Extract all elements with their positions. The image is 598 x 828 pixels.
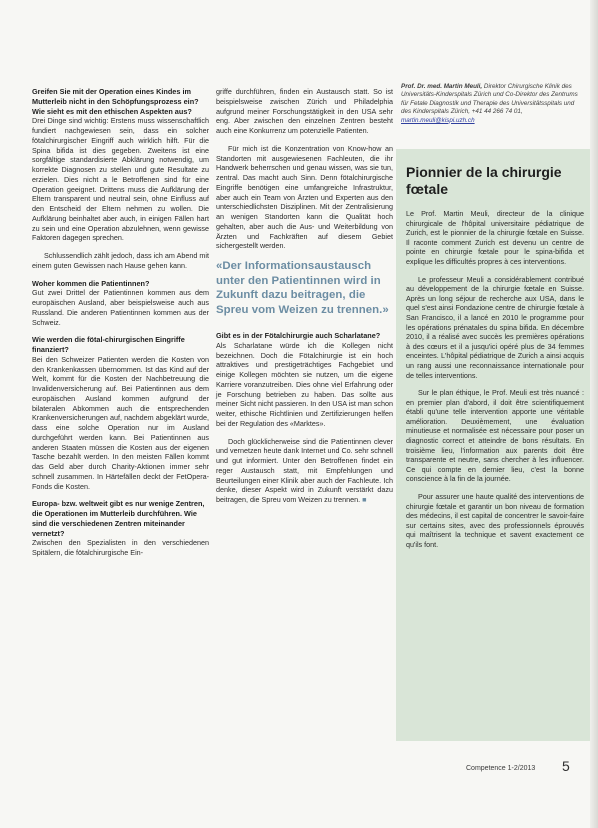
question-heading: Gibt es in der Fötalchirurgie auch Scharlatane? [216,331,381,340]
author-details: Direktor Chirurgische Klinik des Universitäts-Kinderspitals Zürich und Co-Direktor des Zentrums für Fetale Diagnostik und Therapie des Universitätsspitals und des Kinderspitals Zürich, +41 44 266 74 01, [401,83,578,116]
author-name: Prof. Dr. med. Martin Meuli, [401,83,483,90]
french-summary-content [406,164,584,558]
summary-paragraph: Le professeur Meuli a considérablement contribué au développement de la chirurgie fœtale en Suisse. Après un long séjour de recherche aux USA, dans le quel s'est ainsi Fondazione centre de chirurgie fœtale à San Francisco, il a lancé en 2010 le programme pour les opérations prénatales du spina bifida. En décembre 2010, il a réalisé avec succès les premières opérations à des cœurs et il a jusqu'ici opéré plus de 34 femmes enceintes. L'hôpital pédiatrique de Zurich a ainsi acquis un rang aussi une reconnaissance internationale pour de telles interventions. [406,274,584,380]
answer-paragraph: Als Scharlatane würde ich die Kollegen nicht bezeichnen. Doch die Fötalchirurgie ist ein hoch attraktives und prestigeträchtiges Fachgebiet und einige Kollegen möchten sie nutzen, um die eigene Karriere voranzutreiben. Dies ohne viel Erfahrung oder je Forschung betrieben zu haben. Das sollte aus meiner Sicht nicht passieren. In den USA ist man schon weiter, ethische Richtlinien und Zertifizierungen helfen bei der Regulation des «Marktes». [216,340,393,428]
interview-column-1 [32,87,209,566]
page-number: 5 [562,758,570,774]
end-square-icon: ■ [362,495,367,504]
answer-paragraph: Zwischen den Spezialisten in den verschiedenen Spitälern, die fötalchirurgische Ein- [32,538,209,557]
scan-edge-shadow [590,0,598,828]
question-heading: Europa- bzw. weltweit gibt es nur wenige Zentren, die Operationen im Mutterleib durchführen. Wie sind die verschiedenen Zentren miteinander vernetzt? [32,499,205,538]
answer-paragraph [216,437,393,505]
answer-text: Doch glücklicherweise sind die Patientinnen clever und vernetzen heute dank Internet und Co. sehr schnell und gut informiert. Unter den Betroffenen findet ein reger Austausch statt, mit Empfehlungen und Beurteilungen einer Klinik aber auch der Fachleute. Ich denke, dieser Aspekt wird in Zukunft verstärkt dazu beitragen, die Spreu vom Weizen zu trennen. [216,436,394,504]
answer-paragraph: Gut zwei Drittel der Patientinnen kommen aus dem europäischen Ausland, aber beispielsweise auch aus Russland. Die anderen Patientinnen kommen aus der Schweiz. [32,288,209,327]
question-heading: Woher kommen die Patientinnen? [32,278,150,288]
author-info [401,83,581,125]
answer-paragraph: Bei den Schweizer Patienten werden die Kosten von den Krankenkassen übernommen. Ist das Kind auf der Welt, kommt für die Kosten der Nachbetreuung die Invalidenversicherung auf. Bei Patientinnen aus dem europäischen Ausland kommen aufgrund der bilateralen Abkommen auch die entsprechenden Krankenversicherungen auf, nachdem abgeklärt wurde, dass eine solche Operation nur im Ausland durchgeführt werden kann. Bei Patientinnen aus anderen Staaten müssen die Kosten aus der eigenen Tasche bezahlt werden. In den meisten Fällen kommt das Geld aber durch Charity-Aktionen immer sehr schnell zusammen. In Härtefällen deckt der FetOpera-Fonds die Kosten. [32,354,209,491]
interview-column-2 [216,87,393,513]
summary-paragraph: Sur le plan éthique, le Prof. Meuli est très nuancé : en premier plan d'abord, il doit être scientifiquement établi qu'une telle intervention apporte une véritable amélioration. Deuxièmement, une évaluation minutieuse et normalisée est nécessaire pour poser un diagnostic correct et atteindre de bons résultats. En troisième lieu, l'information aux parents doit être transparente et neutre, sans chercher à les influencer. Ce qui compte en dernier lieu, c'est la bonne conscience à la fin de la journée. [406,388,584,484]
answer-paragraph: griffe durchführen, finden ein Austausch statt. So ist beispielsweise zwischen Zürich und Philadelphia aufgrund meiner Forschungstätigkeit in den USA sehr eng. Aber zwischen den einzelnen Zentren besteht auch eine Konkurrenz um potenzielle Patienten. [216,87,393,135]
summary-title: Pionnier de la chirurgie fœtale [406,164,562,197]
summary-paragraph: Pour assurer une haute qualité des interventions de chirurgie fœtale et garantir un bon niveau de formation des médecins, il est capital de concentrer le savoir-faire sur certains sites, avec des professionnels éprouvés qui maîtrisent la technique et savent exactement ce qu'ils font. [406,492,584,549]
answer-paragraph: Schlussendlich zählt jedoch, dass ich am Abend mit einem guten Gewissen nach Hause gehen kann. [32,251,209,270]
pull-quote: «Der Informationsaustausch unter den Patientinnen wird in Zukunft dazu beitragen, die Spreu vom Weizen zu trennen.» [216,260,389,316]
answer-paragraph: Drei Dinge sind wichtig: Erstens muss wissenschaftlich fundiert nachgewiesen sein, dass ein solcher fötalchirurgischer Eingriff auch wirklich hilft. Für die Spina bifida ist dies gegeben. Zweitens ist eine sorgfältige standardisierte Abklärung notwendig, um korrekte Diagnosen zu stellen und gute Resultate zu erzielen. Dies nicht a le Betroffenen sind für eine Operation geeignet. Drittens muss die Aufklärung der Eltern transparent und neutral sein, ohne Einfluss auf den Entscheid der Eltern nehmen zu wollen. Die Aufklärung beinhaltet aber auch, in einigen Fällen hart zu sein und eine Operation abzulehnen, wenn gewisse Faktoren dagegen sprechen. [32,116,209,243]
publication-footer: Competence 1-2/2013 [466,765,536,772]
question-heading: Greifen Sie mit der Operation eines Kindes im Mutterleib nicht in den Schöpfungsprozess ein? Wie sieht es mit den ethischen Aspekten aus? [32,87,199,116]
question-heading: Wie werden die fötal-chirurgischen Eingriffe finanziert? [32,335,185,354]
summary-paragraph: Le Prof. Martin Meuli, directeur de la clinique chirurgicale de l'hôpital universitaire pédiatrique de Zurich, est le pionnier de la chirurgie fœtale en Suisse. Il raconte comment Zurich est devenu un centre de pointe en chirurgie fœtale pour le spina-bifida et explique les difficultés propres à ces interventions. [406,209,584,266]
author-email-link[interactable]: martin.meuli@kispi.uzh.ch [401,116,475,124]
answer-paragraph: Für mich ist die Konzentration von Know-how an Standorten mit ausgewiesenen Fachleuten, die ihr Handwerk beherrschen und genau wissen, was sie tun, zentral. Das macht auch Sinn. Denn fötalchirurgische Eingriffe benötigen eine umfangreiche Infrastruktur, aber auch ein Team von Ärzten und Experten aus den unterschiedlichsten Disziplinen. Mit der Zentralisierung an wenigen Standorten kann die Qualität hoch gehalten, aber auch die Aus- und Weiterbildung von Ärzten und Fachkräften auf diesem Gebiet sichergestellt werden. [216,143,393,251]
